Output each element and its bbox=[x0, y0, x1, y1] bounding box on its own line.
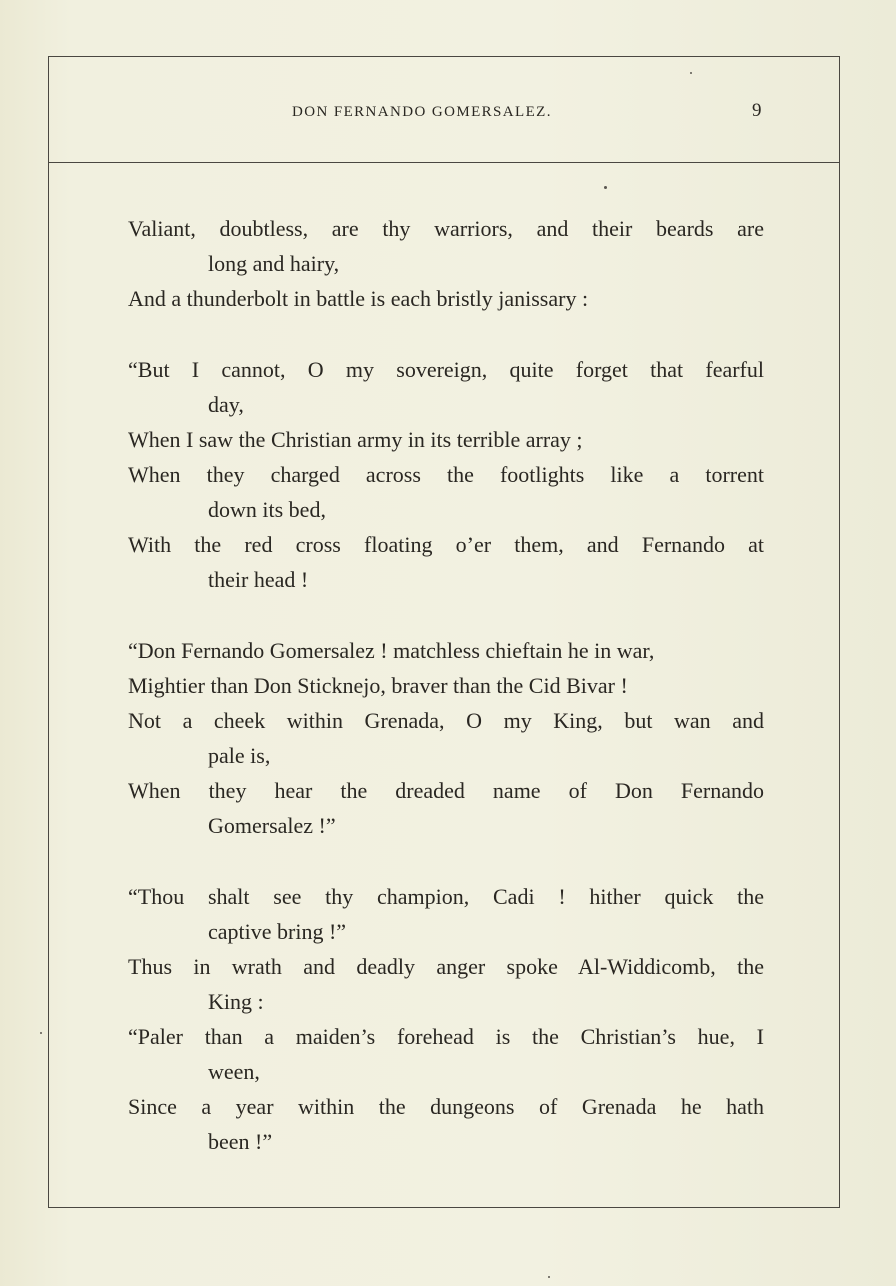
verse-line: “Don Fernando Gomersalez ! matchless chieftain he in war, bbox=[128, 638, 655, 663]
ink-speck bbox=[40, 1032, 42, 1034]
verse-line: “But I cannot, O my sovereign, quite forget that fearful bbox=[128, 357, 764, 382]
ink-speck bbox=[548, 1276, 550, 1278]
verse-line-continuation: Gomersalez !” bbox=[208, 813, 336, 838]
verse-line-continuation: day, bbox=[208, 392, 244, 417]
stanza-4 bbox=[128, 880, 764, 1160]
ink-speck bbox=[604, 186, 607, 189]
verse-line: Valiant, doubtless, are thy warriors, and their beards are bbox=[128, 216, 764, 241]
stanza-2 bbox=[128, 353, 764, 598]
verse-line-continuation: been !” bbox=[208, 1129, 273, 1154]
verse-line: When they charged across the footlights like a torrent bbox=[128, 462, 764, 487]
verse-line: Since a year within the dungeons of Grenada he hath bbox=[128, 1094, 764, 1119]
verse-line-continuation: ween, bbox=[208, 1059, 260, 1084]
verse-line: Mightier than Don Sticknejo, braver than the Cid Bivar ! bbox=[128, 673, 628, 698]
verse-line: “Thou shalt see thy champion, Cadi ! hither quick the bbox=[128, 884, 764, 909]
page-number: 9 bbox=[752, 100, 762, 121]
verse-line-continuation: pale is, bbox=[208, 743, 271, 768]
stanza-3 bbox=[128, 634, 764, 844]
verse-line: With the red cross floating o’er them, and Fernando at bbox=[128, 532, 764, 557]
verse-line: When they hear the dreaded name of Don Fernando bbox=[128, 778, 764, 803]
verse-line-continuation: down its bed, bbox=[208, 497, 326, 522]
verse-line-continuation: King : bbox=[208, 989, 264, 1014]
header-rule bbox=[48, 162, 840, 163]
verse-line: Not a cheek within Grenada, O my King, but wan and bbox=[128, 708, 764, 733]
verse-line: “Paler than a maiden’s forehead is the Christian’s hue, I bbox=[128, 1024, 764, 1049]
verse-line-continuation: captive bring !” bbox=[208, 919, 347, 944]
verse-line: And a thunderbolt in battle is each bristly janissary : bbox=[128, 286, 589, 311]
verse-line-continuation: their head ! bbox=[208, 567, 309, 592]
stanza-1 bbox=[128, 212, 764, 317]
poem-body bbox=[128, 212, 764, 1196]
verse-line: Thus in wrath and deadly anger spoke Al-Widdicomb, the bbox=[128, 954, 764, 979]
verse-line: When I saw the Christian army in its terrible array ; bbox=[128, 427, 583, 452]
verse-line-continuation: long and hairy, bbox=[208, 251, 340, 276]
ink-speck bbox=[690, 72, 692, 74]
running-title: DON FERNANDO GOMERSALEZ. bbox=[292, 104, 552, 120]
